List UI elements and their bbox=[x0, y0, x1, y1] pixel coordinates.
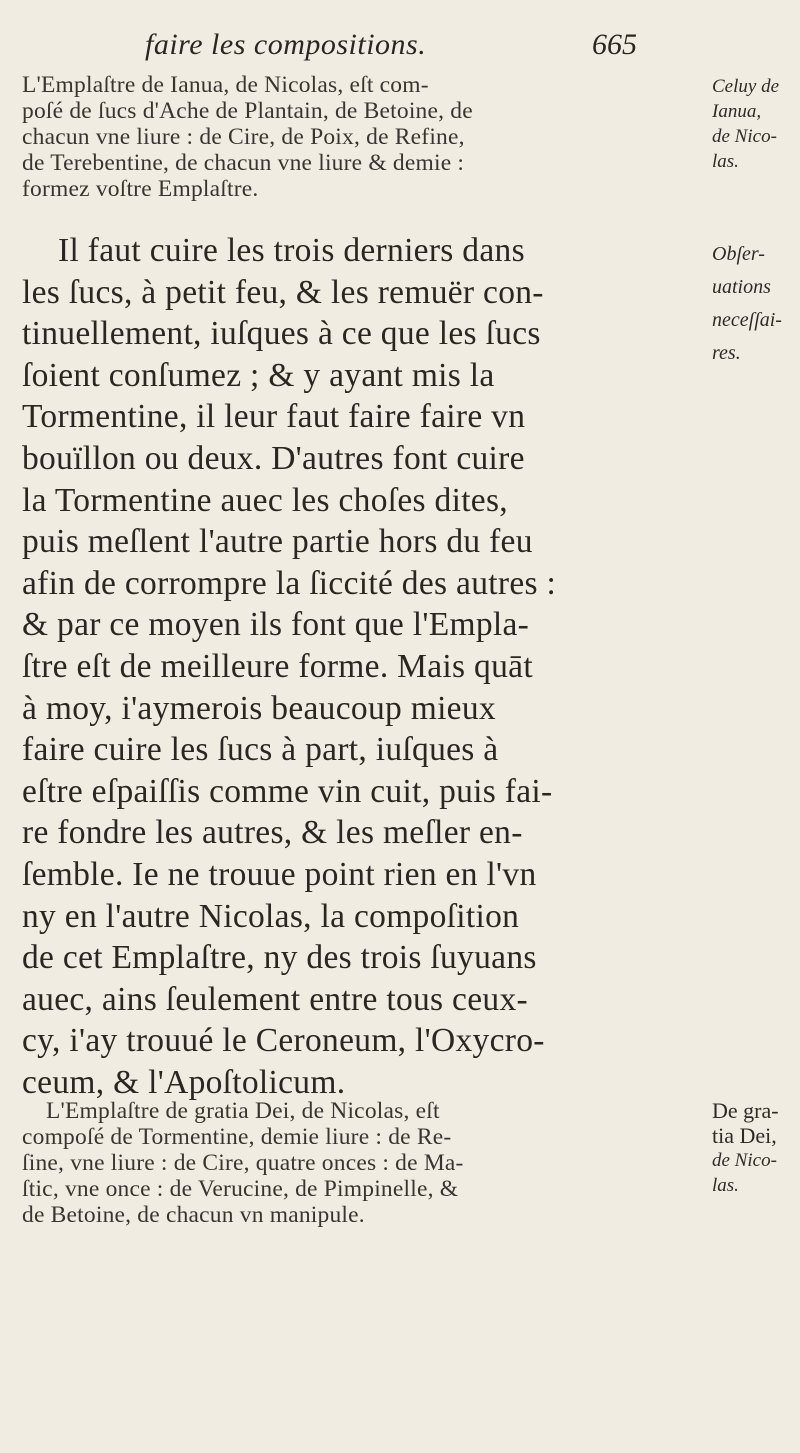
text-line: compoſé de Tormentine, demie liure : de Re- bbox=[22, 1124, 452, 1150]
text-line: de cet Emplaſtre, ny des trois ſuyuans bbox=[22, 939, 537, 977]
text-line: tinuellement, iuſques à ce que les ſucs bbox=[22, 315, 541, 353]
running-title: faire les compositions. bbox=[145, 28, 427, 61]
margin-note-line: res. bbox=[712, 342, 741, 364]
margin-note-line: neceſſai- bbox=[712, 309, 782, 331]
margin-note-line: de Nico- bbox=[712, 1150, 777, 1171]
margin-note-line: de Nico- bbox=[712, 126, 777, 147]
margin-note-line: Ianua, bbox=[712, 101, 762, 122]
text-line: à moy, i'aymerois beaucoup mieux bbox=[22, 689, 496, 727]
margin-note-line: las. bbox=[712, 1175, 739, 1196]
text-line: auec, ains ſeulement entre tous ceux- bbox=[22, 980, 528, 1018]
margin-note-line: Obſer- bbox=[712, 243, 765, 265]
text-line: la Tormentine auec les choſes dites, bbox=[22, 481, 508, 519]
paragraph-gratia-dei bbox=[22, 1098, 712, 1228]
paragraph-observations bbox=[22, 230, 712, 1103]
text-line: Tormentine, il leur faut faire faire vn bbox=[22, 398, 526, 436]
text-line: chacun vne liure : de Cire, de Poix, de Refine, bbox=[22, 124, 465, 150]
margin-note-observations bbox=[712, 238, 800, 370]
text-line: eſtre eſpaiſſis comme vin cuit, puis fai- bbox=[22, 772, 553, 810]
margin-note-line: las. bbox=[712, 151, 739, 172]
page-header bbox=[0, 28, 800, 68]
text-line: ſemble. Ie ne trouue point rien en l'vn bbox=[22, 855, 537, 893]
text-line: de Terebentine, de chacun vne liure & demie : bbox=[22, 150, 465, 176]
text-line: puis meſlent l'autre partie hors du feu bbox=[22, 523, 533, 561]
text-line: de Betoine, de chacun vn manipule. bbox=[22, 1202, 365, 1228]
margin-note-line: uations bbox=[712, 276, 771, 298]
text-line: & par ce moyen ils font que l'Empla- bbox=[22, 606, 530, 644]
text-line: ny en l'autre Nicolas, la compoſition bbox=[22, 897, 520, 935]
text-line: formez voſtre Emplaſtre. bbox=[22, 176, 259, 202]
text-line: les ſucs, à petit feu, & les remuër con- bbox=[22, 273, 544, 311]
text-line: ceum, & l'Apoſtolicum. bbox=[22, 1063, 346, 1101]
text-line: cy, i'ay trouué le Ceroneum, l'Oxycro- bbox=[22, 1022, 545, 1060]
margin-note-line: De gra- bbox=[712, 1098, 779, 1123]
margin-note-ianua bbox=[712, 74, 800, 174]
text-line: afin de corrompre la ſiccité des autres : bbox=[22, 564, 557, 602]
margin-note-line: tia Dei, bbox=[712, 1123, 777, 1148]
page-number: 665 bbox=[592, 28, 637, 61]
text-line: bouïllon ou deux. D'autres font cuire bbox=[22, 439, 525, 477]
margin-note-gratia-dei bbox=[712, 1098, 800, 1198]
text-line: L'Emplaſtre de Ianua, de Nicolas, eſt com- bbox=[22, 72, 429, 98]
text-line: re fondre les autres, & les meſler en- bbox=[22, 814, 523, 852]
text-line: ſoient conſumez ; & y ayant mis la bbox=[22, 356, 495, 394]
text-line: ſine, vne liure : de Cire, quatre onces : de Ma- bbox=[22, 1150, 464, 1176]
paragraph-ianua bbox=[22, 72, 712, 202]
text-line: L'Emplaſtre de gratia Dei, de Nicolas, eſt bbox=[46, 1098, 440, 1124]
text-line: faire cuire les ſucs à part, iuſques à bbox=[22, 731, 499, 769]
text-line: ſtre eſt de meilleure forme. Mais quāt bbox=[22, 647, 533, 685]
text-line: Il faut cuire les trois derniers dans bbox=[58, 232, 525, 269]
text-line: ſtic, vne once : de Verucine, de Pimpinelle, & bbox=[22, 1176, 459, 1202]
margin-note-line: Celuy de bbox=[712, 76, 780, 97]
text-line: poſé de ſucs d'Ache de Plantain, de Betoine, de bbox=[22, 98, 473, 124]
